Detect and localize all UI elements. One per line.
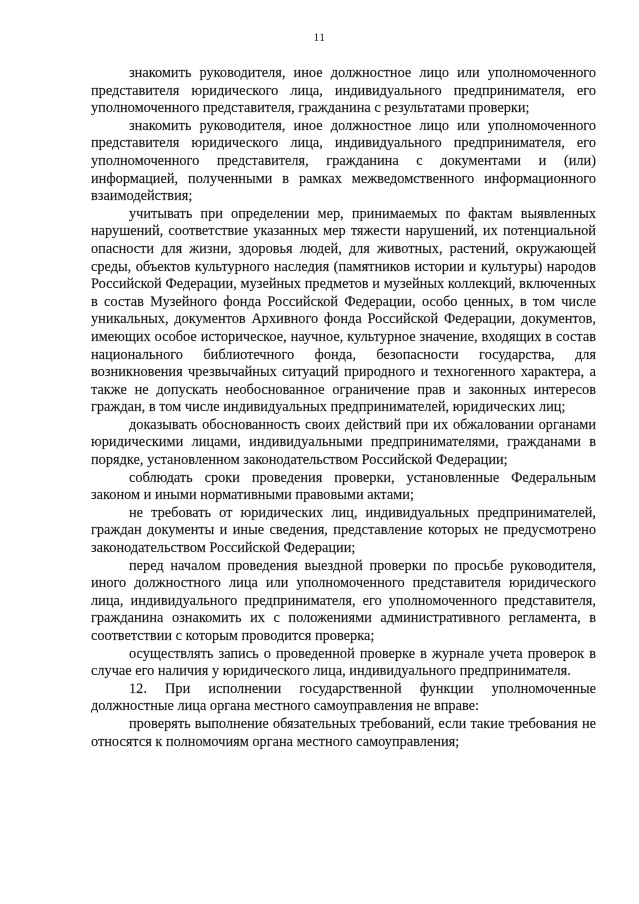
page-body [91,65,596,751]
paragraph-acquaint-documents: знакомить руководителя, иное должностное лицо или уполномоченного представителя юридического лица, индивидуального предпринимателя, его уполномоченного представителя, гражданина с документами и (или) информацией, полученными в рамках межведомственного информационного взаимодействия; [91,117,596,205]
page-number: 11 [313,32,326,44]
paragraph-observe-deadlines: соблюдать сроки проведения проверки, установленные Федеральным законом и иными нормативными правовыми актами; [91,469,596,504]
paragraph-acquaint-results: знакомить руководителя, иное должностное лицо или уполномоченного представителя юридического лица, индивидуального предпринимателя, его уполномоченного представителя, гражданина с результатами проверки; [91,65,596,117]
paragraph-journal-record: осуществлять запись о проведенной проверке в журнале учета проверок в случае его наличия у юридического лица, индивидуального предпринимателя. [91,645,596,680]
paragraph-check-requirements: проверять выполнение обязательных требований, если такие требования не относятся к полномочиям органа местного самоуправления; [91,715,596,750]
paragraph-prove-validity: доказывать обоснованность своих действий при их обжаловании органами юридическими лицами, индивидуальными предпринимателями, гражданами в порядке, установленном законодательством Российской Федерации; [91,416,596,469]
paragraph-not-require-documents: не требовать от юридических лиц, индивидуальных предпринимателей, граждан документы и иные сведения, представление которых не предусмотрено законодательством Российской Федерации; [91,504,596,557]
paragraph-consider-measures: учитывать при определении мер, принимаемых по фактам выявленных нарушений, соответствие указанных мер тяжести нарушений, их потенциальной опасности для жизни, здоровья людей, для животных, растений, окружающей среды, объектов культурного наследия (памятников истории и культуры) народов Российской Федерации, музейных предметов и музейных коллекций, включенных в состав Музейного фонда Российской Федерации, особо ценных, в том числе уникальных, документов Архивного фонда Российской Федерации, документов, имеющих особое историческое, научное, культурное значение, входящих в состав национального библиотечного фонда, безопасности государства, для возникновения чрезвычайных ситуаций природного и техногенного характера, а также не допускать необоснованное ограничение прав и законных интересов граждан, в том числе индивидуальных предпринимателей, юридических лиц; [91,205,596,416]
paragraph-section-12: 12. При исполнении государственной функции уполномоченные должностные лица органа местного самоуправления не вправе: [91,680,596,715]
paragraph-familiarize-regulation: перед началом проведения выездной проверки по просьбе руководителя, иного должностного лица или уполномоченного представителя юридического лица, индивидуального предпринимателя, его уполномоченного представителя, гражданина ознакомить их с положениями административного регламента, в соответствии с которым проводится проверка; [91,557,596,644]
